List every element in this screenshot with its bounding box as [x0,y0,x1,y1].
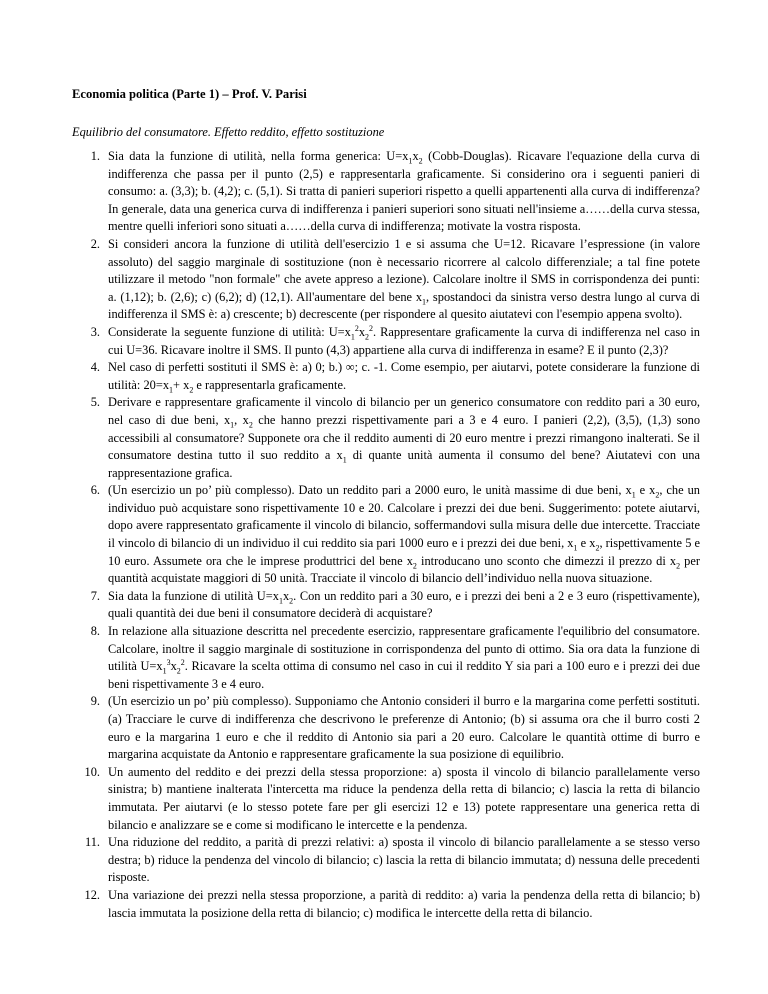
exercise-number: 5. [90,395,100,410]
exercise-number: 4. [90,360,100,375]
exercise-item [72,764,700,834]
exercise-text: Si consideri ancora la funzione di utilità dell'esercizio 1 e si assuma che U=12. Ricavare l’espressione (in valore assoluto) del saggio marginale di sostituzione (non è necessario ricorrere al calcolo differenziale; a tal fine potete utilizzare il metodo "non formale" che avete appreso a lezione). Calcolare inoltre il SMS in corrispondenza dei punti: a. (1,12); b. (2,6); c) (6,2); d) (12,1). All'aumentare del bene $x_1$, spostandoci da sinistra verso destra lungo al curva di indifferenza il SMS è: a) crescente; b) decrescente (per rispondere al quesito aiutatevi con l'esempio appena svolto). [108,236,700,322]
exercise-list [72,148,700,922]
exercise-item [72,588,700,623]
exercise-item [72,887,700,922]
exercise-number: 10. [84,764,100,779]
exercise-text: Un aumento del reddito e dei prezzi della stessa proporzione: a) sposta il vincolo di bilancio parallelamente verso sinistra; b) mantiene inalterata l'intercetta ma riduce la pendenza della retta di bilancio; c) lascia la retta di bilancio immutata. Per aiutarvi (e lo stesso potete fare per gli esercizi 12 e 13) potete rappresentare una generica retta di bilancio e analizzare se e come si modificano le intercette e la pendenza. [108,764,700,832]
exercise-text: Una variazione dei prezzi nella stessa proporzione, a parità di reddito: a) varia la pendenza della retta di bilancio; b) lascia immutata la posizione della retta di bilancio; c) modifica le intercette della retta di bilancio. [108,887,700,920]
exercise-text: Sia data la funzione di utilità, nella forma generica: $U=x_1x_2$ (Cobb-Douglas). Ricavare l'equazione della curva di indifferenza che passa per il punto (2,5) e rappresentarla graficamente. Si considerino ora i seguenti panieri di consumo: a. (3,3); b. (4,2); c. (5,1). Si tratta di panieri superiori rispetto a quelli appartenenti alla curva di indifferenza? In generale, data una generica curva di indifferenza i panieri superiori sono situati nell'insieme a……della curva stessa, mentre quelli inferiori sono situati a……della curva di indifferenza; motivate la vostra risposta. [108,149,700,234]
exercise-text: Nel caso di perfetti sostituti il SMS è: a) 0; b.) ∞; c. -1. Come esempio, per aiutarvi, potete considerare la funzione di utilità: $20=x_1+ x_2$ e rappresentarla graficamente. [108,360,700,395]
exercise-item [72,394,700,482]
exercise-item [72,324,700,359]
exercise-text: In relazione alla situazione descritta nel precedente esercizio, rappresentare graficamente l'equilibrio del consumatore. Calcolare, inoltre il saggio marginale di sostituzione in corrispondenza del punto di ottimo. Sia ora data la funzione di utilità $U=x_1^3x_2^2$. Ricavare la scelta ottima di consumo nel caso in cui il reddito Y sia pari a 100 euro e i prezzi dei due beni rispettivamente 3 e 4 euro. [108,624,701,691]
exercise-item [72,482,700,588]
exercise-item [72,834,700,887]
exercise-number: 2. [90,236,100,251]
exercise-item [72,693,700,763]
exercise-text: Considerate la seguente funzione di utilità: $U=x_1^2x_2^2$. Rappresentare graficamente la curva di indifferenza nel caso in cui U=36. Ricavare inoltre il SMS. Il punto (4,3) appartiene alla curva di indifferenza in esame? E il punto (2,3)? [108,323,700,357]
exercise-number: 8. [90,624,100,639]
document-subtitle: Equilibrio del consumatore. Effetto reddito, effetto sostituzione [72,125,385,139]
exercise-text: Derivare e rappresentare graficamente il vincolo di bilancio per un generico consumatore con reddito pari a 30 euro, nel caso di due beni, $x_1$, $x_2$ che hanno prezzi rispettivamente pari a 3 e 4 euro. I panieri (2,2), (3,5), (1,3) sono accessibili al consumatore? Supponete ora che il reddito aumenti di 20 euro mentre i prezzi rimangono inalterati. Se il consumatore destina tutto il suo reddito a $x_1$ di quante unità aumenta il consumo del bene? Aiutatevi con una rappresentazione grafica. [108,395,701,480]
exercise-item [72,623,700,693]
exercise-text: (Un esercizio un po’ più complesso). Dato un reddito pari a 2000 euro, le unità massime di due beni, $x_1$ e $x_2$, che un individuo può acquistare sono rispettivamente 10 e 20. Calcolare i prezzi dei due beni. Suggerimento: potete aiutarvi, dopo avere rappresentato graficamente il vincolo di bilancio, soffermandovi sulla misura delle due intercette. Tracciate il vincolo di bilancio di un individuo il cui reddito sia pari 1000 euro e i prezzi dei due beni, $x_1$ e $x_2$, rispettivamente 5 e 10 euro. Assumete ora che le imprese produttrici del bene $x_2$ introducano uno sconto che dimezzi il prezzo di $x_2$ per quantità acquistate maggiori di 50 unità. Tracciate il vincolo di bilancio dell’individuo nella nuova situazione. [108,483,701,586]
exercise-text: Una riduzione del reddito, a parità di prezzi relativi: a) sposta il vincolo di bilancio parallelamente a se stesso verso destra; b) riduce la pendenza del vincolo di bilancio; c) lascia la retta di bilancio immutata; d) nessuna delle precedenti risposte. [108,835,700,885]
exercise-number: 6. [90,483,100,498]
exercise-text: Sia data la funzione di utilità $U=x_1x_2$. Con un reddito pari a 30 euro, e i prezzi dei beni a 2 e 3 euro (rispettivamente), quali quantità dei due beni il consumatore deciderà di acquistare? [108,588,700,621]
exercise-number: 1. [90,149,100,163]
exercise-number: 3. [90,324,100,339]
exercise-number: 11. [84,835,100,850]
exercise-item [72,148,700,236]
exercise-number: 12. [84,887,100,902]
document-title: Economia politica (Parte 1) – Prof. V. Parisi [72,87,307,101]
exercise-number: 7. [90,588,100,603]
exercise-item [72,359,700,394]
exercise-text: (Un esercizio un po’ più complesso). Supponiamo che Antonio consideri il burro e la margarina come perfetti sostituti. (a) Tracciare le curve di indifferenza che descrivono le preferenze di Antonio; (b) si assuma ora che il burro costi 2 euro e la margarina 1 euro e che il reddito di Antonio sia pari a 20 euro. Calcolare le quantità ottime di burro e margarina acquistate da Antonio e rappresentare graficamente la sua posizione di equilibrio. [108,694,700,762]
exercise-number: 9. [90,694,100,709]
exercise-item [72,236,700,324]
